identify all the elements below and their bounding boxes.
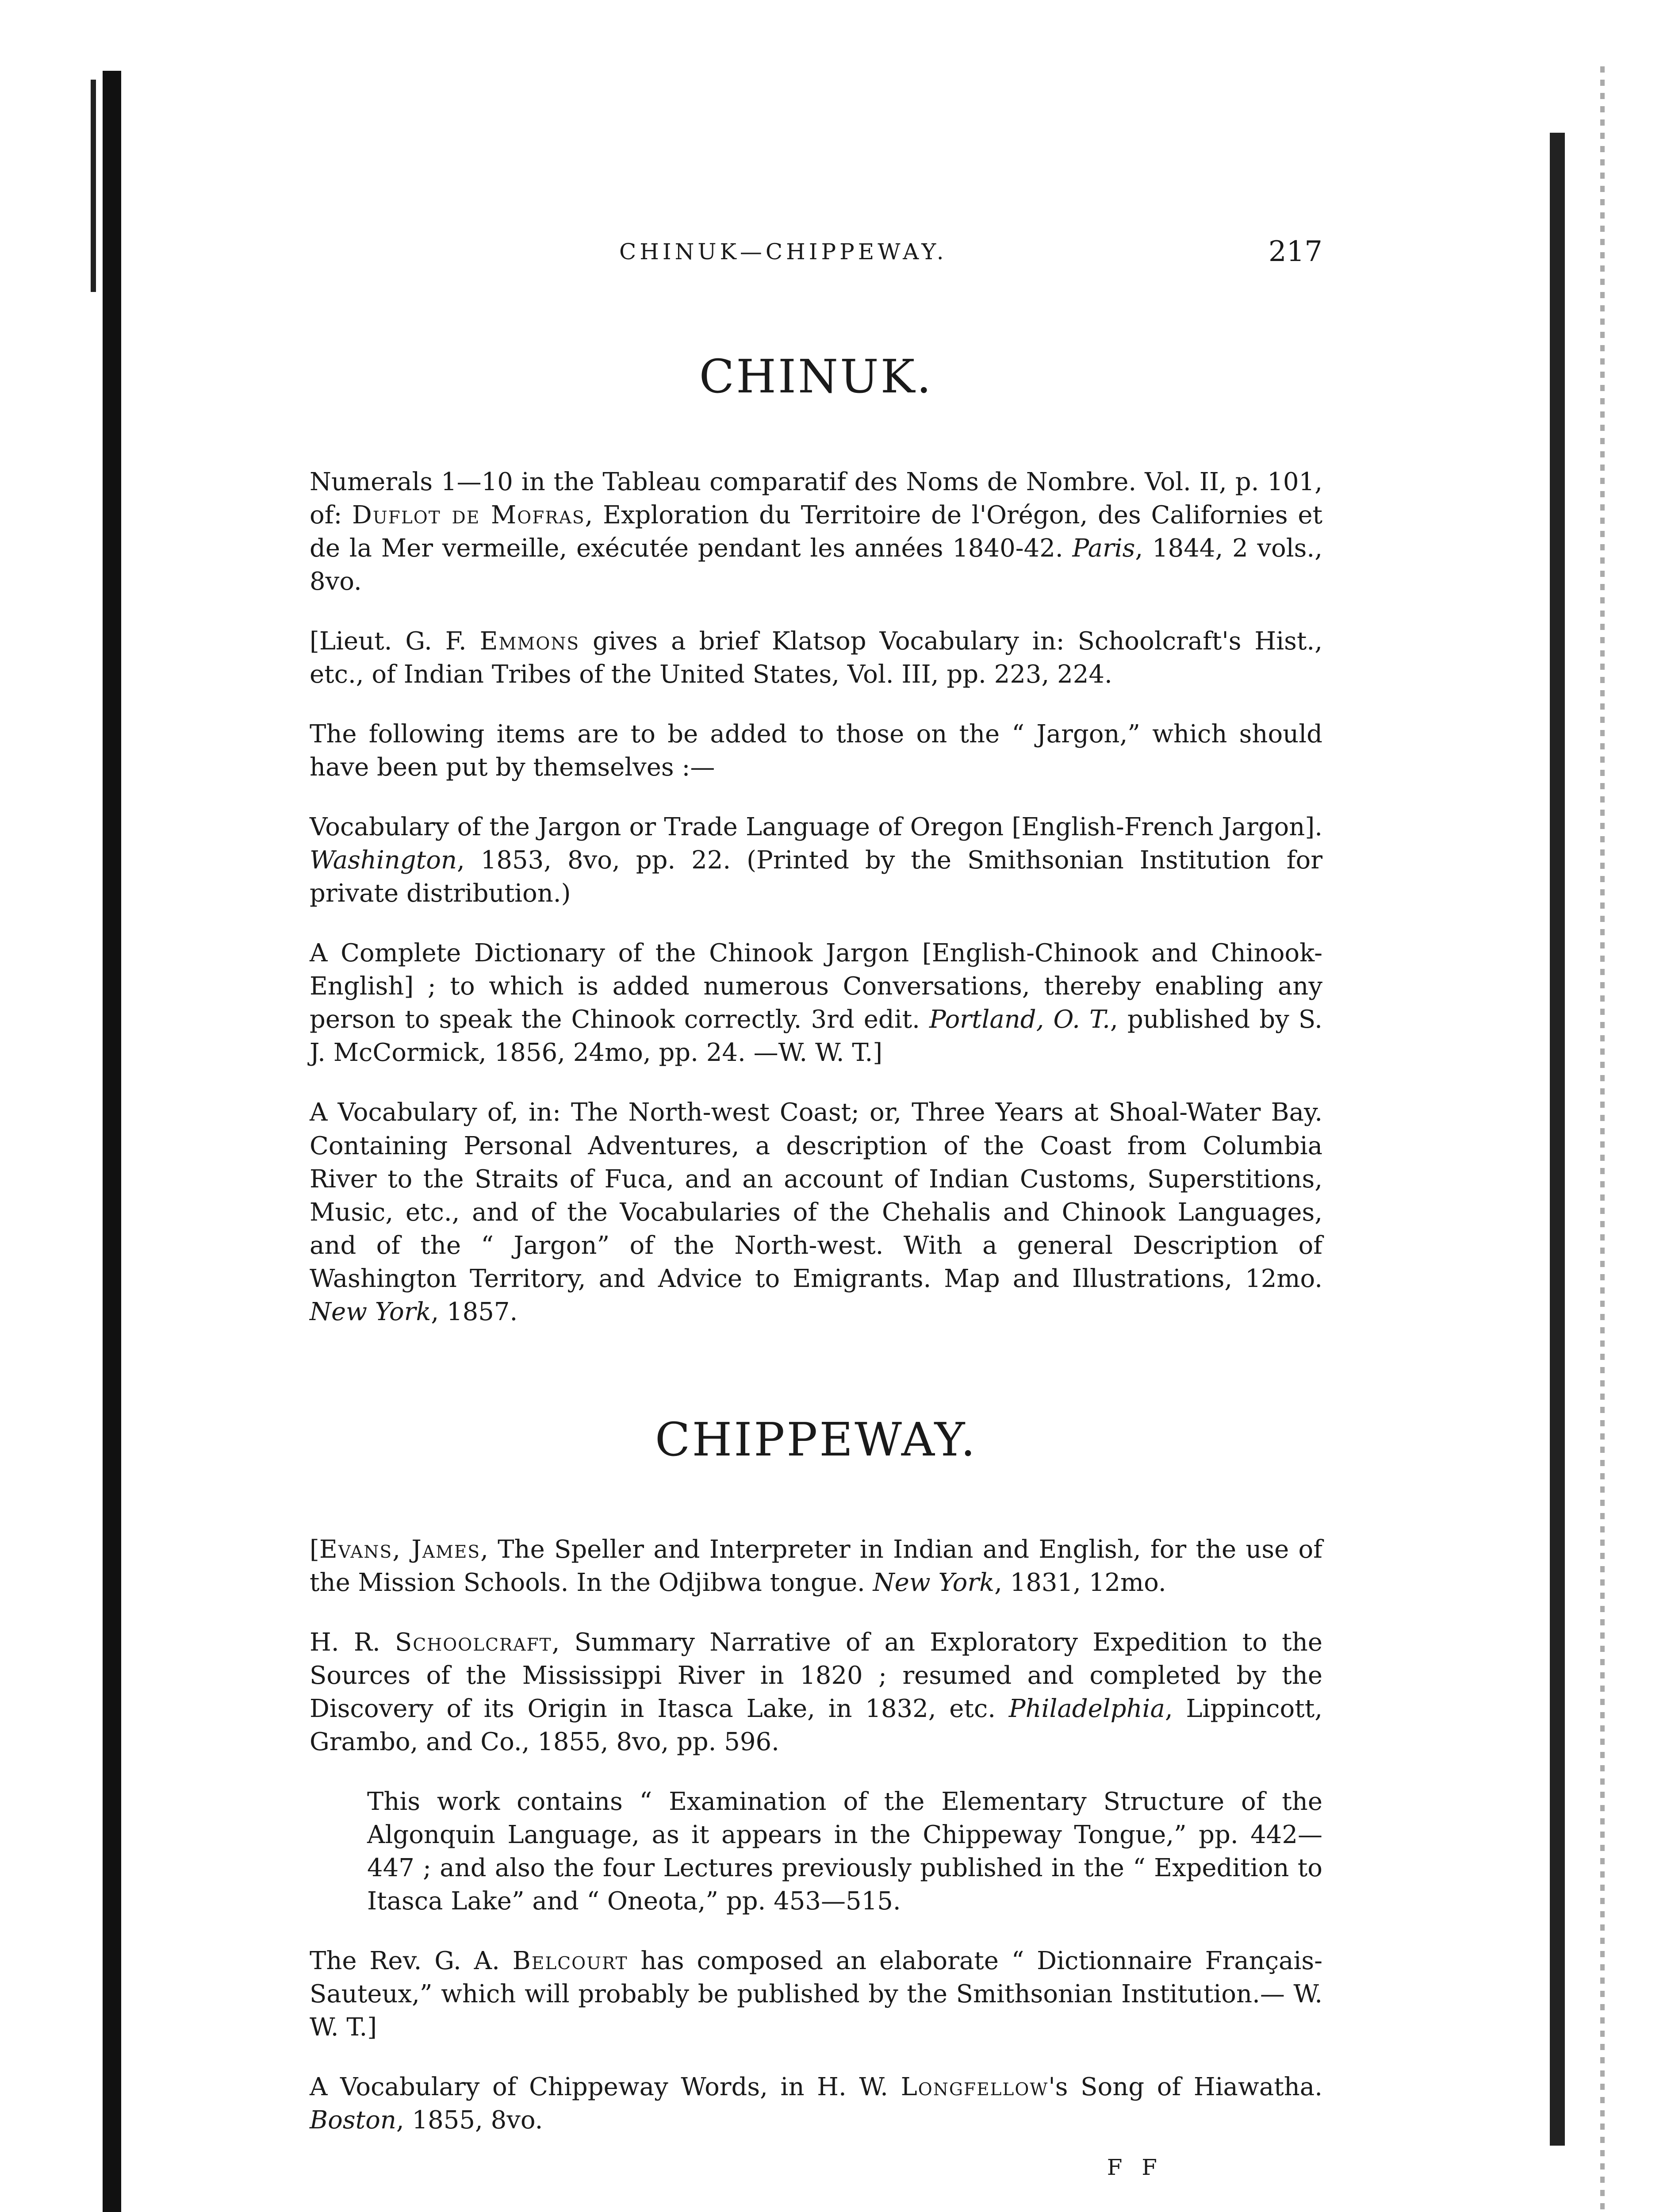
paragraph: A Vocabulary of Chippeway Words, in H. W. Longfellow's Song of Hiawatha. Boston, 1855, 8vo. (310, 2073, 1322, 2135)
section-title-chippeway: CHIPPEWAY. (655, 1412, 977, 1467)
binding-shadow (91, 80, 96, 292)
page-edge (1550, 133, 1565, 2146)
page-content (310, 235, 1323, 2181)
section-title-chinuk: CHINUK. (699, 349, 933, 403)
paragraph: Numerals 1—10 in the Tableau comparatif des Noms de Nombre. Vol. II, p. 101, of: Duflot de Mofras, Exploration du Territoire de l'Orégon, des Californies et de la Mer vermeille, exécutée pendant les années 1840-42. Paris, 1844, 2 vols., 8vo. (310, 468, 1323, 596)
paragraph: A Vocabulary of, in: The North-west Coast; or, Three Years at Shoal-Water Bay. Containing Personal Adventures, a description of the Coast from Columbia River to the Straits of Fuca, and an account of Indian Customs, Superstitions, Music, etc., and of the Vocabularies of the Chehalis and Chinook Languages, and of the “ Jargon” of the North-west. With a general Description of Washington Territory, and Advice to Emigrants. Map and Illustrations, 12mo. New York, 1857. (310, 1098, 1322, 1326)
page-edge-noise (1600, 66, 1605, 2212)
signature-mark: F F (1107, 2154, 1163, 2181)
paragraph: A Complete Dictionary of the Chinook Jargon [English-Chinook and Chinook-English] ; to which is added numerous Conversations, thereby enabling any person to speak the Chinook correctly. 3rd edit. Portland, O. T., published by S. J. McCormick, 1856, 24mo, pp. 24. —W. W. T.] (310, 939, 1322, 1068)
binding-edge (103, 71, 121, 2212)
paragraph: H. R. Schoolcraft, Summary Narrative of an Exploratory Expedition to the Sources of the Mississippi River in 1820 ; resumed and completed by the Discovery of its Origin in Itasca Lake, in 1832, etc. Philadelphia, Lippincott, Grambo, and Co., 1855, 8vo, pp. 596. (310, 1628, 1323, 1756)
paragraph: [Evans, James, The Speller and Interpreter in Indian and English, for the use of the Mission Schools. In the Odjibwa tongue. New York, 1831, 12mo. (310, 1535, 1323, 1597)
indented-note: This work contains “ Examination of the Elementary Structure of the Algonquin Language, as it appears in the Chippeway Tongue,” pp. 442—447 ; and also the four Lectures previously published in the “ Expedition to Itasca Lake” and “ Oneota,” pp. 453—515. (367, 1787, 1322, 1916)
page-number: 217 (1268, 235, 1322, 268)
running-header (310, 235, 1322, 288)
paragraph: [Lieut. G. F. Emmons gives a brief Klatsop Vocabulary in: Schoolcraft's Hist., etc., of Indian Tribes of the United States, Vol. III, pp. 223, 224. (310, 627, 1322, 689)
running-title: CHINUK—CHIPPEWAY. (619, 239, 947, 265)
paragraph: The Rev. G. A. Belcourt has composed an elaborate “ Dictionnaire Français-Sauteux,” which will probably be published by the Smithsonian Institution.— W. W. T.] (310, 1947, 1323, 2042)
paragraph: The following items are to be added to those on the “ Jargon,” which should have been put by themselves :— (310, 720, 1322, 782)
paragraph: Vocabulary of the Jargon or Trade Language of Oregon [English-French Jargon]. Washington, 1853, 8vo, pp. 22. (Printed by the Smithsonian Institution for private distribution.) (310, 813, 1322, 908)
